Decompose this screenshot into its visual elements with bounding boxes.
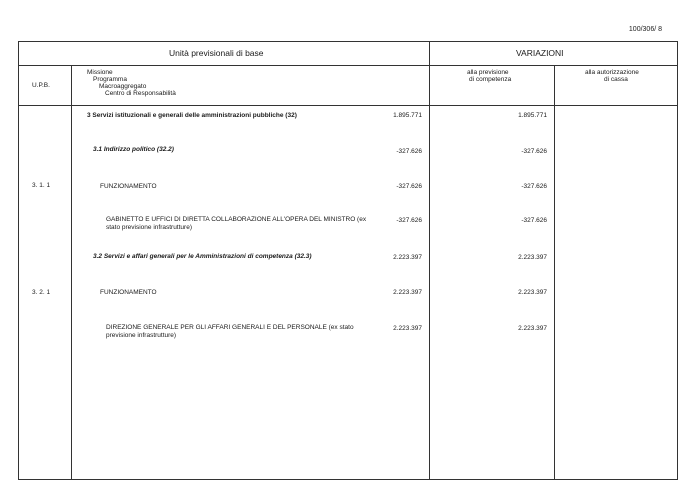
row-competenza-direzione-generale: 2.223.397: [393, 325, 422, 332]
hierarchy-missione: Missione: [87, 69, 113, 76]
document-reference: 100/306/ 8: [628, 26, 662, 33]
row-upb-3-2-1: 3. 2. 1: [32, 289, 51, 296]
variazioni-column-divider: [429, 42, 430, 479]
cassa-header-2: di cassa: [604, 76, 628, 83]
competenza-header-1: alla previsione: [467, 69, 509, 76]
hierarchy-programma: Programma: [93, 76, 127, 83]
row-competenza-programma-3-1: -327.626: [396, 148, 422, 155]
competenza-header-2: di competenza: [469, 76, 512, 83]
row-cassa-3-2-1: 2.223.397: [518, 289, 547, 296]
row-desc-gabinetto: GABINETTO E UFFICI DI DIRETTA COLLABORAZIONE ALL'OPERA DEL MINISTRO (ex stato previsione infrastrutture): [106, 216, 367, 231]
row-competenza-3-2-1: 2.223.397: [393, 289, 422, 296]
row-cassa-3-1-1: -327.626: [521, 183, 547, 190]
row-competenza-programma-3-2: 2.223.397: [393, 254, 422, 261]
cassa-header-1: alla autorizzazione: [585, 69, 639, 76]
row-competenza-gabinetto: -327.626: [396, 217, 422, 224]
header-bottom-divider: [19, 105, 677, 106]
row-cassa-direzione-generale: 2.223.397: [518, 325, 547, 332]
row-desc-funzionamento-3-1-1: FUNZIONAMENTO: [100, 183, 157, 190]
row-desc-programma-3-2: 3.2 Servizi e affari generali per le Amministrazioni di competenza (32.3): [93, 253, 312, 260]
budget-table: [18, 41, 678, 480]
variazioni-title: VARIAZIONI: [516, 48, 564, 58]
hierarchy-centro: Centro di Responsabilità: [105, 90, 176, 97]
row-competenza-3-1-1: -327.626: [396, 183, 422, 190]
row-desc-missione: 3 Servizi istituzionali e generali delle amministrazioni pubbliche (32): [87, 112, 297, 119]
row-competenza-missione: 1.895.771: [393, 112, 422, 119]
hierarchy-macroaggregato: Macroaggregato: [99, 83, 147, 90]
row-desc-programma-3-1: 3.1 Indirizzo politico (32.2): [93, 146, 174, 153]
upb-column-divider: [71, 66, 72, 479]
row-desc-funzionamento-3-2-1: FUNZIONAMENTO: [100, 289, 157, 296]
row-cassa-programma-3-2: 2.223.397: [518, 254, 547, 261]
row-cassa-gabinetto: -327.626: [521, 217, 547, 224]
header-divider: [19, 65, 677, 66]
row-cassa-programma-3-1: -327.626: [521, 148, 547, 155]
upb-label: U.P.B.: [32, 82, 50, 89]
cassa-column-divider: [554, 66, 555, 479]
row-desc-direzione-generale: DIREZIONE GENERALE PER GLI AFFARI GENERALI E DEL PERSONALE (ex stato previsione infrastrutture): [106, 324, 354, 339]
row-upb-3-1-1: 3. 1. 1: [32, 182, 51, 189]
unit-title: Unità previsionali di base: [169, 48, 264, 58]
row-cassa-missione: 1.895.771: [518, 112, 547, 119]
